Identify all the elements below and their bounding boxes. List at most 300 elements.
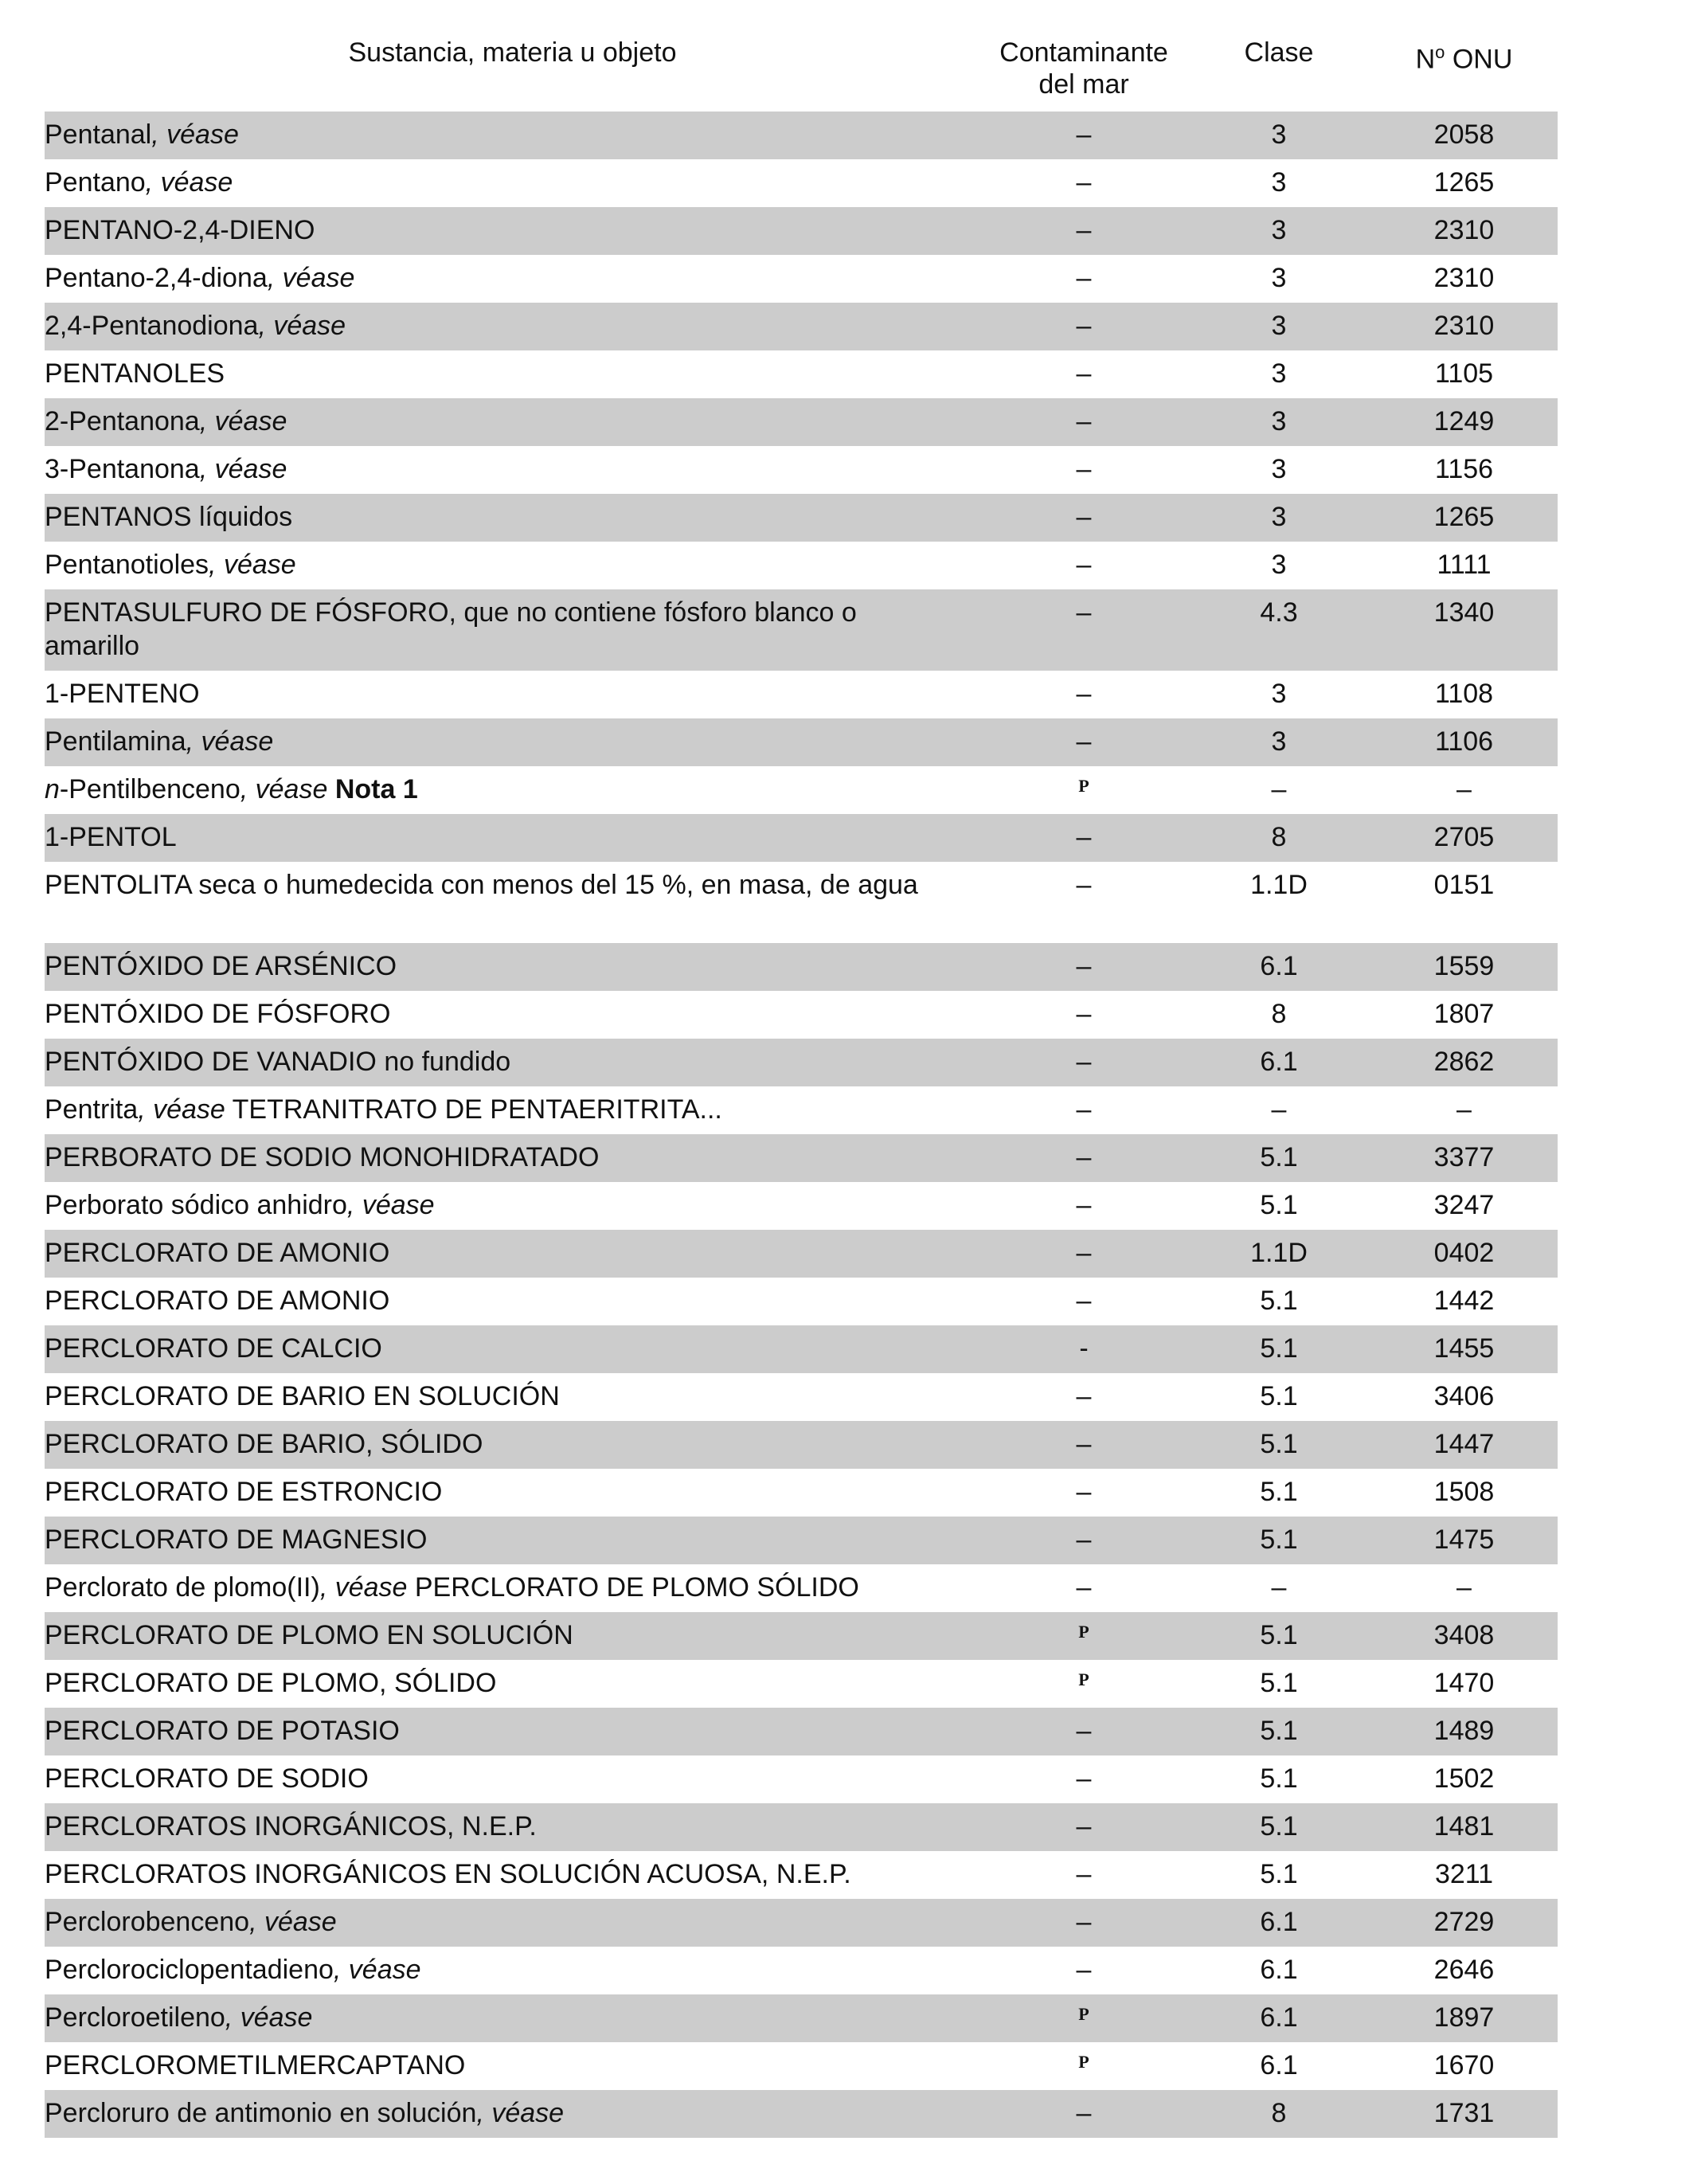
substance-suffix: , véase — [249, 1907, 337, 1937]
marine-pollutant-cell — [980, 446, 1187, 486]
marine-pollutant-value: – — [1076, 1381, 1092, 1411]
substance-name: Pentilamina — [45, 726, 186, 757]
header-substance: Sustancia, materia u objeto — [348, 37, 677, 68]
un-number-cell: 1559 — [1433, 951, 1495, 981]
substance-name: PERCLORATOS INORGÁNICOS EN SOLUCIÓN ACUOSA, N.E.P. — [45, 1859, 851, 1889]
table-row — [45, 2042, 1558, 2090]
substance-name: Percloroetileno — [45, 2002, 225, 2033]
substance-name-cell — [45, 1230, 980, 1270]
substance-name: 1-PENTENO — [45, 679, 200, 709]
un-number-cell: 1105 — [1434, 358, 1494, 389]
substance-name: PENTASULFURO DE FÓSFORO, que no contiene fósforo blanco o amarillo — [45, 597, 857, 661]
substance-name-cell — [45, 494, 980, 534]
un-number-cell: 2310 — [1433, 215, 1495, 245]
substance-suffix: , véase — [476, 2098, 565, 2128]
class-cell: 8 — [1271, 2098, 1287, 2128]
table-row — [45, 159, 1558, 207]
substance-name: 2,4-Pentanodiona — [45, 311, 259, 341]
class-cell: 6.1 — [1260, 951, 1298, 981]
class-cell: 5.1 — [1260, 1381, 1298, 1411]
table-row — [45, 1517, 1558, 1564]
marine-pollutant-cell — [980, 2042, 1187, 2085]
table-row — [45, 1182, 1558, 1230]
un-number-cell: 3247 — [1433, 1190, 1495, 1220]
class-cell: – — [1271, 774, 1287, 804]
marine-pollutant-cell — [980, 589, 1187, 629]
marine-pollutant-value: – — [1076, 1524, 1092, 1555]
marine-pollutant-value: – — [1076, 822, 1092, 852]
un-number-cell: – — [1456, 1572, 1472, 1603]
un-number-cell: 1807 — [1433, 999, 1495, 1029]
un-number-cell: 1508 — [1433, 1477, 1495, 1507]
table-row — [45, 350, 1558, 398]
table-row — [45, 1899, 1558, 1947]
header-un-prefix: N — [1415, 44, 1436, 75]
marine-pollutant-cell — [980, 1039, 1187, 1078]
marine-pollutant-cell — [980, 1517, 1187, 1556]
table-row — [45, 1851, 1558, 1899]
un-number-cell: 1156 — [1434, 454, 1494, 484]
class-cell: 6.1 — [1260, 2002, 1298, 2033]
substance-name: PERCLORATO DE PLOMO, SÓLIDO — [45, 1668, 497, 1698]
un-number-cell: 2729 — [1433, 1907, 1495, 1937]
table-row — [45, 766, 1558, 814]
substance-name: Pentanotioles — [45, 550, 209, 580]
substance-name: PERCLORATO DE BARIO, SÓLIDO — [45, 1429, 483, 1459]
table-row — [45, 1803, 1558, 1851]
un-number-cell: – — [1456, 1094, 1472, 1125]
class-cell: 5.1 — [1260, 1286, 1298, 1316]
marine-pollutant-cell — [980, 159, 1187, 199]
table-row — [45, 446, 1558, 494]
un-number-cell: 1442 — [1433, 1286, 1495, 1316]
marine-pollutant-value: – — [1076, 1286, 1092, 1316]
substance-name: PERCLORATO DE POTASIO — [45, 1716, 400, 1746]
substance-suffix: , véase — [186, 726, 274, 757]
class-cell: 8 — [1271, 999, 1287, 1029]
substance-name-cell — [45, 1564, 980, 1604]
header-marine-pollutant-line1: Contaminante — [999, 37, 1168, 68]
marine-pollutant-cell — [980, 1564, 1187, 1604]
substance-name: PERCLORATO DE MAGNESIO — [45, 1524, 428, 1555]
substance-name-cell — [45, 1373, 980, 1413]
un-number-cell: 1502 — [1433, 1763, 1495, 1794]
marine-pollutant-value: – — [1076, 263, 1092, 293]
substance-name-cell — [45, 1182, 980, 1222]
substance-suffix: , véase — [145, 167, 233, 198]
marine-pollutant-value: – — [1076, 870, 1092, 900]
substance-name: PERCLORATO DE CALCIO — [45, 1333, 382, 1364]
substance-name-cell — [45, 1325, 980, 1365]
substance-name-cell — [45, 2090, 980, 2130]
un-number-cell: 1731 — [1433, 2098, 1495, 2128]
class-cell: 5.1 — [1260, 1190, 1298, 1220]
header-un-sup: o — [1435, 42, 1445, 62]
marine-pollutant-cell — [980, 303, 1187, 342]
substance-name: PERCLORATO DE ESTRONCIO — [45, 1477, 443, 1507]
marine-pollutant-cell — [980, 991, 1187, 1031]
substance-name-cell — [45, 671, 980, 710]
class-cell: 3 — [1271, 358, 1287, 389]
marine-pollutant-cell — [980, 255, 1187, 295]
marine-pollutant-value: – — [1076, 1429, 1092, 1459]
class-cell: 3 — [1271, 263, 1287, 293]
substance-name: PENTÓXIDO DE FÓSFORO — [45, 999, 391, 1029]
class-cell: 4.3 — [1260, 597, 1298, 628]
un-number-cell: 1897 — [1433, 2002, 1495, 2033]
substance-name: PERCLORATO DE SODIO — [45, 1763, 369, 1794]
class-cell: 5.1 — [1260, 1620, 1298, 1650]
class-cell: 3 — [1271, 550, 1287, 580]
marine-pollutant-cell — [980, 766, 1187, 809]
table-row — [45, 589, 1558, 671]
substance-name-cell — [45, 1612, 980, 1652]
un-number-cell: 3211 — [1434, 1859, 1494, 1889]
un-number-cell: 1340 — [1433, 597, 1495, 628]
table-row — [45, 1994, 1558, 2042]
table-body — [45, 112, 1558, 2138]
class-cell: 5.1 — [1260, 1429, 1298, 1459]
marine-pollutant-mark: P — [1078, 776, 1089, 796]
substance-suffix: , véase — [209, 550, 296, 580]
substance-suffix: , véase — [138, 1094, 225, 1125]
substance-name-cell — [45, 1039, 980, 1078]
substance-name: PENTÓXIDO DE VANADIO no fundido — [45, 1047, 511, 1077]
substance-name-cell — [45, 1086, 980, 1126]
marine-pollutant-cell — [980, 2090, 1187, 2130]
substance-name: PENTOLITA seca o humedecida con menos del 15 %, en masa, de agua — [45, 870, 918, 900]
table-row — [45, 1325, 1558, 1373]
un-number-cell: 2705 — [1433, 822, 1495, 852]
substance-tail: TETRANITRATO DE PENTAERITRITA... — [225, 1094, 722, 1125]
class-cell: 6.1 — [1260, 2050, 1298, 2080]
marine-pollutant-cell — [980, 862, 1187, 902]
marine-pollutant-value: – — [1076, 454, 1092, 484]
substance-name-cell — [45, 159, 980, 199]
substance-name: Pentano — [45, 167, 146, 198]
marine-pollutant-value: – — [1076, 1811, 1092, 1842]
substance-name: PERCLORATO DE PLOMO EN SOLUCIÓN — [45, 1620, 573, 1650]
marine-pollutant-value: – — [1076, 726, 1092, 757]
substance-name-cell — [45, 2042, 980, 2082]
substance-suffix: , véase — [151, 119, 239, 150]
table-row — [45, 671, 1558, 718]
marine-pollutant-cell — [980, 1947, 1187, 1986]
marine-pollutant-cell — [980, 1755, 1187, 1795]
substance-name: 1-PENTOL — [45, 822, 177, 852]
marine-pollutant-cell — [980, 1708, 1187, 1748]
class-cell: 5.1 — [1260, 1811, 1298, 1842]
marine-pollutant-cell — [980, 1994, 1187, 2037]
un-number-cell: 1111 — [1437, 550, 1492, 580]
header-marine-pollutant — [980, 32, 1187, 100]
table-row — [45, 814, 1558, 862]
marine-pollutant-value: – — [1076, 119, 1092, 150]
table-row — [45, 1469, 1558, 1517]
class-cell: 5.1 — [1260, 1859, 1298, 1889]
un-number-cell: 1447 — [1433, 1429, 1495, 1459]
class-cell: 5.1 — [1260, 1716, 1298, 1746]
table-header — [45, 32, 1558, 112]
un-number-cell: 3377 — [1433, 1142, 1495, 1172]
marine-pollutant-value: – — [1076, 2098, 1092, 2128]
table-row — [45, 1134, 1558, 1182]
un-number-cell: 1108 — [1434, 679, 1494, 709]
substance-suffix: , véase — [225, 2002, 313, 2033]
marine-pollutant-cell — [980, 943, 1187, 983]
marine-pollutant-mark: P — [1078, 2004, 1089, 2024]
marine-pollutant-value: – — [1076, 951, 1092, 981]
substance-name: Pentano-2,4-diona — [45, 263, 268, 293]
un-number-cell: 1265 — [1433, 502, 1495, 532]
marine-pollutant-value: – — [1076, 1955, 1092, 1985]
substance-name: PENTANOS líquidos — [45, 502, 293, 532]
class-cell: 3 — [1271, 119, 1287, 150]
un-number-cell: 1249 — [1433, 406, 1495, 436]
marine-pollutant-value: – — [1076, 167, 1092, 198]
table-row — [45, 1947, 1558, 1994]
class-cell: 3 — [1271, 167, 1287, 198]
marine-pollutant-cell — [980, 1325, 1187, 1365]
un-number-cell: 0402 — [1433, 1238, 1495, 1268]
header-marine-pollutant-line2: del mar — [1038, 69, 1129, 100]
marine-pollutant-cell — [980, 814, 1187, 854]
marine-pollutant-cell — [980, 718, 1187, 758]
table-row — [45, 1039, 1558, 1086]
marine-pollutant-cell — [980, 112, 1187, 151]
class-cell: 6.1 — [1260, 1955, 1298, 1985]
table-row — [45, 1564, 1558, 1612]
class-cell: 8 — [1271, 822, 1287, 852]
header-un-suffix: ONU — [1445, 44, 1513, 75]
class-cell: 6.1 — [1260, 1047, 1298, 1077]
class-cell: 3 — [1271, 726, 1287, 757]
substance-name: PERCLOROMETILMERCAPTANO — [45, 2050, 466, 2080]
substance-name-cell — [45, 1421, 980, 1461]
un-number-cell: 1265 — [1433, 167, 1495, 198]
un-number-cell: 2310 — [1433, 263, 1495, 293]
table-row — [45, 1421, 1558, 1469]
substance-name-cell — [45, 207, 980, 247]
table-row — [45, 1086, 1558, 1134]
marine-pollutant-value: - — [1079, 1333, 1089, 1364]
un-number-cell: – — [1456, 774, 1472, 804]
substance-suffix: , véase — [267, 263, 355, 293]
substance-name-cell — [45, 766, 980, 806]
un-number-cell: 2862 — [1433, 1047, 1495, 1077]
class-cell: 5.1 — [1260, 1668, 1298, 1698]
substance-name: PENTANOLES — [45, 358, 225, 389]
marine-pollutant-value: – — [1076, 311, 1092, 341]
un-number-cell: 1670 — [1433, 2050, 1495, 2080]
substance-name: Perclorato de plomo(II) — [45, 1572, 320, 1603]
table-row — [45, 1755, 1558, 1803]
marine-pollutant-value: – — [1076, 1859, 1092, 1889]
class-cell: 1.1D — [1250, 1238, 1308, 1268]
marine-pollutant-cell — [980, 398, 1187, 438]
marine-pollutant-cell — [980, 207, 1187, 247]
substance-name: PERCLORATO DE BARIO EN SOLUCIÓN — [45, 1381, 560, 1411]
marine-pollutant-value: – — [1076, 679, 1092, 709]
marine-pollutant-value: – — [1076, 1047, 1092, 1077]
substance-name-cell — [45, 1947, 980, 1986]
table-row — [45, 2090, 1558, 2138]
un-number-cell: 0151 — [1433, 870, 1495, 900]
marine-pollutant-value: – — [1076, 1716, 1092, 1746]
un-number-cell: 1489 — [1433, 1716, 1495, 1746]
substance-suffix: , véase — [240, 774, 328, 804]
substance-suffix: , véase — [258, 311, 346, 341]
substance-name-cell — [45, 112, 980, 151]
substance-name: 3-Pentanona — [45, 454, 200, 484]
class-cell: – — [1271, 1094, 1287, 1125]
marine-pollutant-cell — [980, 1660, 1187, 1703]
marine-pollutant-cell — [980, 1612, 1187, 1655]
un-number-cell: 1470 — [1433, 1668, 1495, 1698]
marine-pollutant-value: – — [1076, 1477, 1092, 1507]
table-row — [45, 303, 1558, 350]
substance-name-cell — [45, 542, 980, 581]
un-number-cell: 2058 — [1433, 119, 1495, 150]
table-row — [45, 207, 1558, 255]
marine-pollutant-value: – — [1076, 215, 1092, 245]
substance-suffix: , véase — [199, 454, 287, 484]
substance-name-cell — [45, 1994, 980, 2034]
substance-name: PERCLORATO DE AMONIO — [45, 1286, 390, 1316]
class-cell: 5.1 — [1260, 1524, 1298, 1555]
substance-name: PERBORATO DE SODIO MONOHIDRATADO — [45, 1142, 600, 1172]
class-cell: 3 — [1271, 311, 1287, 341]
marine-pollutant-cell — [980, 1469, 1187, 1509]
un-number-cell: 1475 — [1433, 1524, 1495, 1555]
marine-pollutant-cell — [980, 1899, 1187, 1939]
substance-suffix: , véase — [333, 1955, 421, 1985]
substance-prefix: n — [45, 774, 60, 804]
substance-name: Perclorobenceno — [45, 1907, 250, 1937]
marine-pollutant-cell — [980, 671, 1187, 710]
table-row — [45, 1230, 1558, 1278]
header-class: Clase — [1244, 37, 1314, 68]
class-cell: 5.1 — [1260, 1142, 1298, 1172]
marine-pollutant-cell — [980, 1373, 1187, 1413]
substance-name-cell — [45, 1134, 980, 1174]
substance-name-cell — [45, 943, 980, 983]
marine-pollutant-cell — [980, 542, 1187, 581]
un-number-cell: 1106 — [1434, 726, 1494, 757]
substance-name-cell — [45, 446, 980, 486]
substance-name-cell — [45, 1708, 980, 1748]
un-number-cell: 1481 — [1433, 1811, 1495, 1842]
table-row — [45, 991, 1558, 1039]
substance-tail: PERCLORATO DE PLOMO SÓLIDO — [407, 1572, 859, 1603]
class-cell: – — [1271, 1572, 1287, 1603]
marine-pollutant-value: – — [1076, 1094, 1092, 1125]
marine-pollutant-value: – — [1076, 1572, 1092, 1603]
substance-name: Pentanal — [45, 119, 152, 150]
marine-pollutant-cell — [980, 1803, 1187, 1843]
un-number-cell: 3408 — [1433, 1620, 1495, 1650]
class-cell: 5.1 — [1260, 1477, 1298, 1507]
substance-name: PENTÓXIDO DE ARSÉNICO — [45, 951, 397, 981]
substance-name: 2-Pentanona — [45, 406, 200, 436]
marine-pollutant-cell — [980, 1421, 1187, 1461]
substance-name-cell — [45, 1755, 980, 1795]
substance-suffix: , véase — [199, 406, 287, 436]
class-cell: 5.1 — [1260, 1763, 1298, 1794]
substance-name-cell — [45, 589, 980, 663]
table-row — [45, 1660, 1558, 1708]
marine-pollutant-mark: P — [1078, 1669, 1089, 1689]
marine-pollutant-cell — [980, 494, 1187, 534]
marine-pollutant-cell — [980, 1278, 1187, 1317]
table-row — [45, 943, 1558, 991]
marine-pollutant-cell — [980, 1851, 1187, 1891]
substance-name-cell — [45, 1899, 980, 1939]
table-row — [45, 494, 1558, 542]
class-cell: 3 — [1271, 454, 1287, 484]
marine-pollutant-value: – — [1076, 1190, 1092, 1220]
substance-bold: Nota 1 — [334, 774, 418, 804]
substance-name: Pentrita — [45, 1094, 139, 1125]
marine-pollutant-value: – — [1076, 550, 1092, 580]
substance-name-cell — [45, 862, 980, 902]
marine-pollutant-value: – — [1076, 406, 1092, 436]
substance-name-cell — [45, 398, 980, 438]
substance-name-cell — [45, 718, 980, 758]
substance-name-cell — [45, 814, 980, 854]
marine-pollutant-value: – — [1076, 358, 1092, 389]
table-row — [45, 255, 1558, 303]
substance-name-cell — [45, 350, 980, 390]
substance-name: Percloruro de antimonio en solución — [45, 2098, 477, 2128]
un-number-cell: 2646 — [1433, 1955, 1495, 1985]
substance-suffix: , véase — [319, 1572, 408, 1603]
substance-name-cell — [45, 255, 980, 295]
marine-pollutant-cell — [980, 1182, 1187, 1222]
marine-pollutant-value: – — [1076, 1907, 1092, 1937]
substance-name: PERCLORATOS INORGÁNICOS, N.E.P. — [45, 1811, 537, 1842]
marine-pollutant-value: – — [1076, 1238, 1092, 1268]
marine-pollutant-mark: P — [1078, 2052, 1089, 2072]
table-row — [45, 718, 1558, 766]
table-row — [45, 1278, 1558, 1325]
substance-name-cell — [45, 1803, 980, 1843]
marine-pollutant-cell — [980, 1230, 1187, 1270]
marine-pollutant-cell — [980, 1134, 1187, 1174]
substance-name-cell — [45, 991, 980, 1031]
substance-name: PERCLORATO DE AMONIO — [45, 1238, 390, 1268]
class-cell: 3 — [1271, 679, 1287, 709]
table-row — [45, 398, 1558, 446]
substance-name: -Pentilbenceno — [59, 774, 240, 804]
marine-pollutant-value: – — [1076, 597, 1092, 628]
marine-pollutant-mark: P — [1078, 1622, 1089, 1642]
substance-name-cell — [45, 1278, 980, 1317]
un-number-cell: 2310 — [1433, 311, 1495, 341]
substance-name-cell — [45, 1469, 980, 1509]
marine-pollutant-cell — [980, 350, 1187, 390]
table-row — [45, 1373, 1558, 1421]
substance-name-cell — [45, 1517, 980, 1556]
class-cell: 3 — [1271, 406, 1287, 436]
substance-name: Perborato sódico anhidro — [45, 1190, 347, 1220]
substance-name-cell — [45, 303, 980, 342]
marine-pollutant-value: – — [1076, 502, 1092, 532]
substance-table — [45, 32, 1558, 2128]
marine-pollutant-value: – — [1076, 1763, 1092, 1794]
un-number-cell: 1455 — [1433, 1333, 1495, 1364]
class-cell: 1.1D — [1250, 870, 1308, 900]
